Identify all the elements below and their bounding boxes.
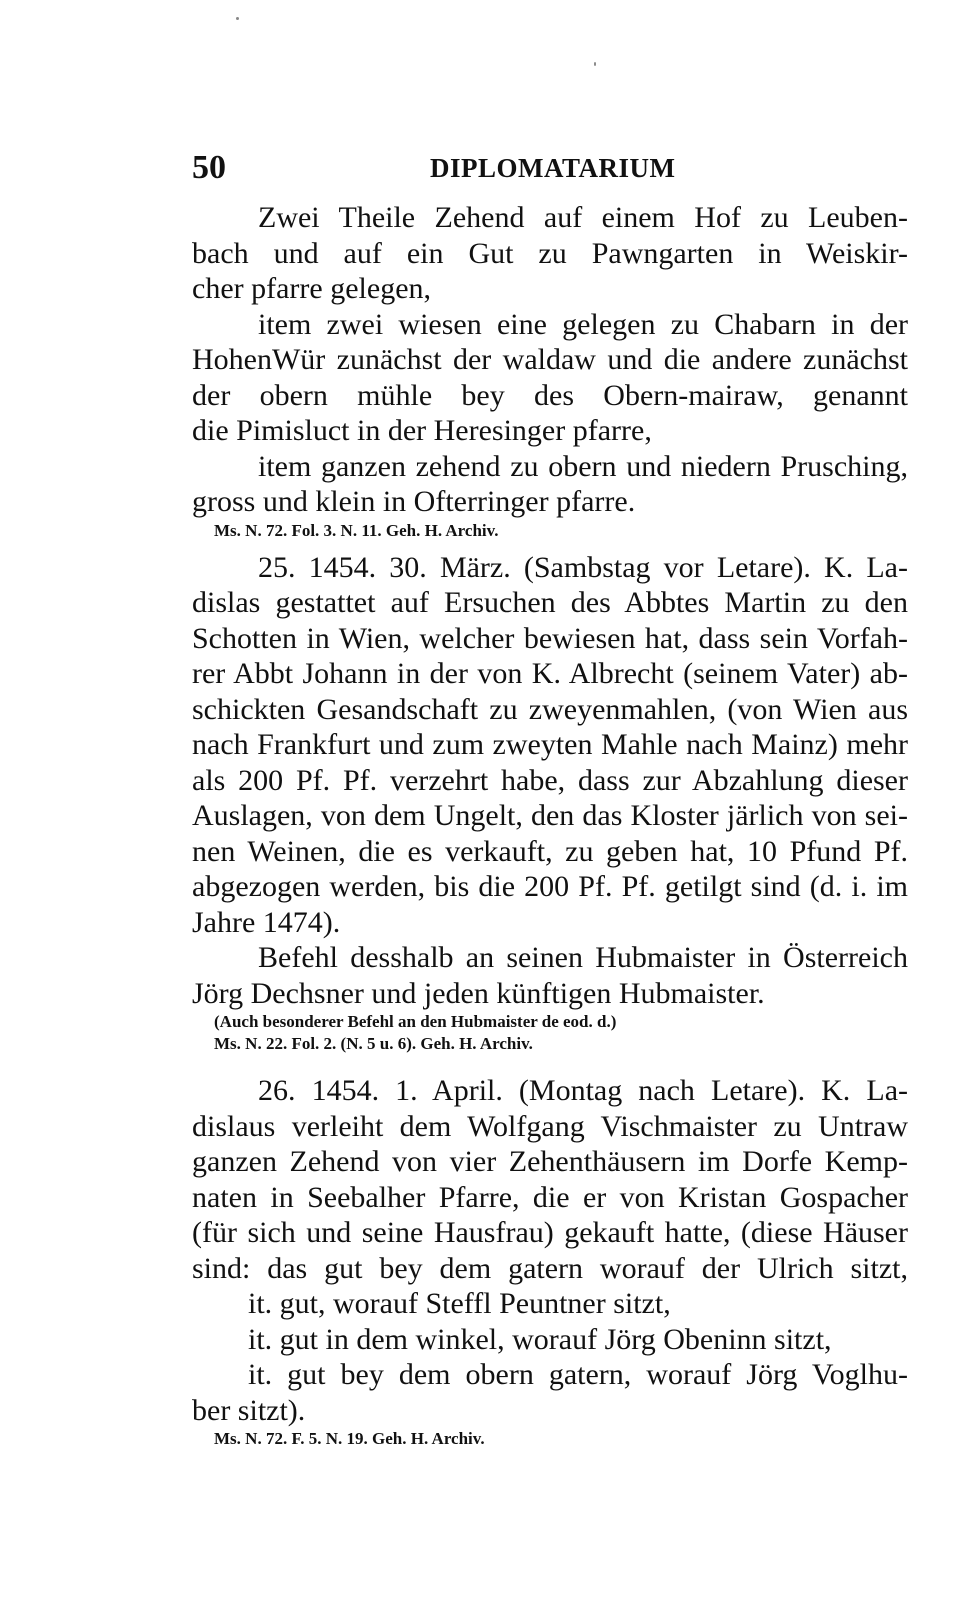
text-line: Befehl desshalb an seinen Hubmaister in Österreich: [258, 941, 908, 974]
text-line: dislas gestattet auf Ersuchen des Abbtes Martin zu den: [192, 586, 908, 619]
text-line: die Pimisluct in der Heresinger pfarre,: [192, 414, 652, 447]
source-citation: (Auch besonderer Befehl an den Hubmaister de eod. d.): [214, 1012, 617, 1031]
text-line: sind: das gut bey dem gatern worauf der Ulrich sitzt,: [192, 1251, 908, 1285]
text-line: nen Weinen, die es verkauft, zu geben hat, 10 Pfund Pf.: [192, 834, 908, 868]
text-line: ber sitzt).: [192, 1393, 306, 1427]
page-number: 50: [192, 149, 226, 186]
text-line: item ganzen zehend zu obern und niedern Prusching,: [258, 449, 908, 483]
text-line: it. gut bey dem obern gatern, worauf Jörg Voglhu-: [248, 1358, 908, 1391]
text-line: naten in Seebalher Pfarre, die er von Kristan Gospacher: [192, 1180, 908, 1214]
page-body: [192, 200, 908, 1450]
text-line: ganzen Zehend von vier Zehenthäusern im Dorfe Kemp-: [192, 1145, 908, 1178]
text-line: Zwei Theile Zehend auf einem Hof zu Leuben-: [258, 201, 908, 234]
text-line: gross und klein in Ofterringer pfarre.: [192, 485, 636, 518]
source-citation: Ms. N. 72. Fol. 3. N. 11. Geh. H. Archiv.: [214, 520, 499, 540]
text-line: (für sich und seine Hausfrau) gekauft hatte, (diese Häuser: [192, 1216, 908, 1249]
entry-26: [192, 1073, 908, 1450]
text-line: cher pfarre gelegen,: [192, 272, 432, 305]
text-line: rer Abbt Johann in der von K. Albrecht (seinem Vater) ab-: [192, 657, 908, 690]
page-header: [192, 148, 908, 188]
dust-speck: [236, 17, 239, 20]
text-line: Auslagen, von dem Ungelt, den das Kloster järlich von sei-: [192, 799, 908, 832]
text-line: Jörg Dechsner und jeden künftigen Hubmaister.: [192, 976, 765, 1010]
entry-heading-line: 25. 1454. 30. März. (Sambstag vor Letare). K. La-: [258, 550, 908, 584]
entry-continuation: [192, 200, 908, 542]
text-line: Schotten in Wien, welcher bewiesen hat, dass sein Vorfah-: [192, 621, 908, 655]
text-line: der obern mühle bey des Obern-mairaw, genannt: [192, 378, 908, 412]
text-line: als 200 Pf. Pf. verzehrt habe, dass zur Abzahlung dieser: [192, 763, 908, 797]
running-title: DIPLOMATARIUM: [430, 153, 676, 183]
text-line: nach Frankfurt und zum zweyten Mahle nach Mainz) mehr: [192, 728, 908, 761]
text-line: item zwei wiesen eine gelegen zu Chabarn in der: [258, 307, 908, 341]
dust-speck: [594, 62, 596, 66]
text-line: it. gut in dem winkel, worauf Jörg Obeninn sitzt,: [248, 1322, 832, 1356]
entry-heading-line: 26. 1454. 1. April. (Montag nach Letare). K. La-: [258, 1074, 908, 1107]
text-line: HohenWür zunächst der waldaw und die andere zunächst: [192, 343, 908, 376]
entry-25: [192, 550, 908, 1056]
source-citation: Ms. N. 72. F. 5. N. 19. Geh. H. Archiv.: [214, 1429, 485, 1448]
text-line: abgezogen werden, bis die 200 Pf. Pf. getilgt sind (d. i. im: [192, 870, 908, 903]
text-line: schickten Gesandschaft zu zweyenmahlen, (von Wien aus: [192, 692, 908, 726]
text-line: bach und auf ein Gut zu Pawngarten in Weiskir-: [192, 236, 908, 270]
source-citation: Ms. N. 22. Fol. 2. (N. 5 u. 6). Geh. H. Archiv.: [214, 1034, 533, 1053]
text-line: Jahre 1474).: [192, 905, 341, 939]
text-line: dislaus verleiht dem Wolfgang Vischmaister zu Untraw: [192, 1109, 908, 1143]
text-line: it. gut, worauf Steffl Peuntner sitzt,: [248, 1287, 671, 1320]
